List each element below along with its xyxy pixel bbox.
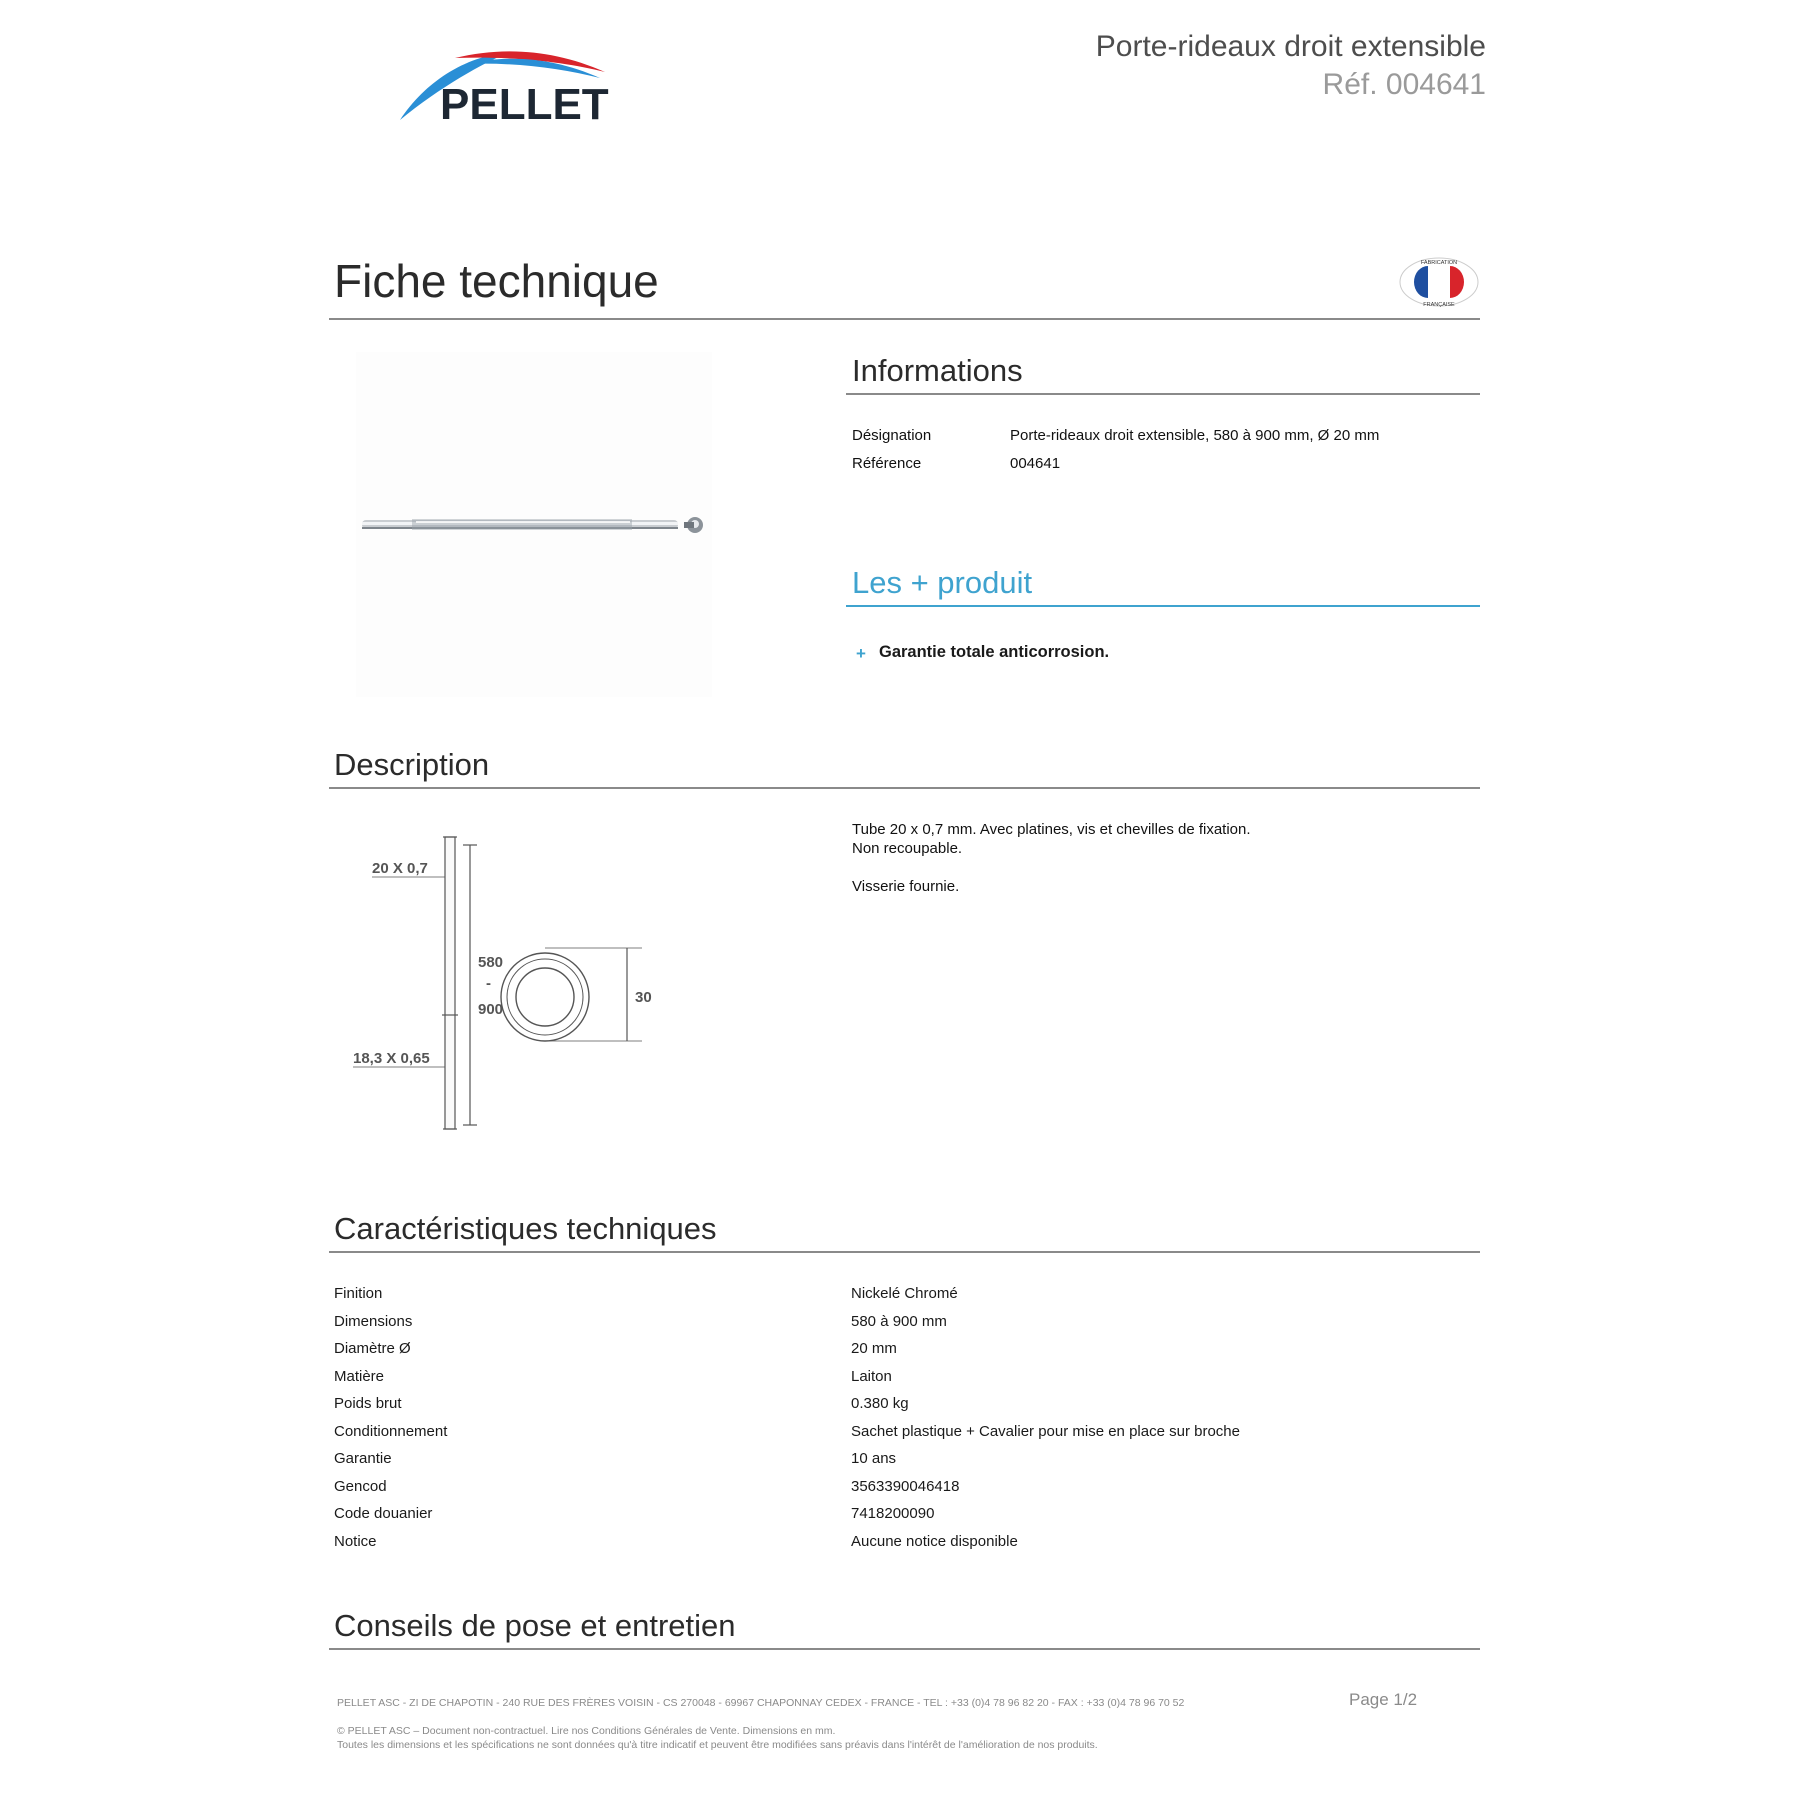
table-row — [334, 1340, 1484, 1368]
table-row — [334, 1505, 1484, 1533]
char-label: Diamètre Ø — [334, 1340, 411, 1357]
table-row — [334, 1478, 1484, 1506]
info-label-designation: Désignation — [852, 427, 932, 444]
conseils-title: Conseils de pose et entretien — [334, 1608, 736, 1643]
char-value: 3563390046418 — [851, 1477, 960, 1495]
char-label: Dimensions — [334, 1312, 413, 1330]
technical-drawing — [345, 835, 665, 1135]
plus-icon: + — [856, 644, 866, 663]
conseils-divider — [329, 1648, 1480, 1650]
char-label: Matière — [334, 1367, 385, 1385]
description-line-3: Visserie fournie. — [852, 878, 960, 895]
description-line-2: Non recoupable. — [852, 840, 963, 857]
informations-divider — [846, 393, 1480, 395]
char-label: Gencod — [334, 1477, 387, 1495]
plus-produit-divider — [846, 605, 1480, 607]
table-row — [334, 1368, 1484, 1396]
badge-bottom-text: FRANÇAISE — [1423, 302, 1455, 308]
char-label: Notice — [334, 1532, 377, 1550]
title-divider — [329, 318, 1480, 320]
char-label: Garantie — [334, 1450, 392, 1467]
tube-bottom-label: 18,3 X 0,65 — [353, 1050, 430, 1067]
table-row — [334, 1423, 1484, 1451]
caracteristiques-divider — [329, 1251, 1480, 1253]
product-photo — [356, 352, 712, 697]
info-label-reference: Référence — [852, 455, 922, 472]
info-value-designation: Porte-rideaux droit extensible, 580 à 900 mm, Ø 20 mm — [1010, 427, 1380, 444]
info-value-reference: 004641 — [1010, 455, 1061, 472]
footer-address: PELLET ASC - ZI DE CHAPOTIN - 240 RUE DES FRÈRES VOISIN - CS 270048 - 69967 CHAPONNAY CEDEX - FRANCE - TEL : +33 (0)4 78 96 82 20 - FAX : +33 (0)4 78 96 70 52 — [337, 1697, 1185, 1709]
description-divider — [329, 787, 1480, 789]
table-row — [334, 1285, 1484, 1313]
footer-copyright: © PELLET ASC – Document non-contractuel. Lire nos Conditions Générales de Vente. Dimensions en mm. — [337, 1725, 836, 1737]
char-value: Aucune notice disponible — [851, 1532, 1018, 1550]
caracteristiques-title: Caractéristiques techniques — [334, 1211, 717, 1246]
table-row — [334, 1395, 1484, 1423]
length-sep-label: - — [486, 975, 491, 992]
char-value: 7418200090 — [851, 1505, 935, 1522]
char-label: Code douanier — [334, 1505, 433, 1522]
description-line-1: Tube 20 x 0,7 mm. Avec platines, vis et chevilles de fixation. — [852, 821, 1251, 838]
table-row — [334, 1313, 1484, 1341]
tube-top-label: 20 X 0,7 — [372, 860, 428, 877]
page-number: Page 1/2 — [1349, 1690, 1418, 1709]
char-value: 20 mm — [851, 1340, 897, 1357]
char-label: Finition — [334, 1285, 383, 1302]
table-row — [334, 1533, 1484, 1561]
plus-produit-item: Garantie totale anticorrosion. — [879, 643, 1110, 661]
char-label: Conditionnement — [334, 1422, 448, 1440]
product-title: Porte-rideaux droit extensible — [1095, 30, 1486, 63]
plate-diameter-label: 30 — [635, 989, 652, 1006]
char-value: 580 à 900 mm — [851, 1312, 947, 1330]
caracteristiques-table — [334, 1285, 1484, 1570]
length-max-label: 900 — [478, 1001, 504, 1018]
char-value: 0.380 kg — [851, 1395, 909, 1412]
char-value: 10 ans — [851, 1450, 897, 1467]
main-title: Fiche technique — [334, 255, 659, 307]
char-label: Poids brut — [334, 1395, 402, 1412]
char-value: Laiton — [851, 1367, 892, 1385]
table-row — [334, 1450, 1484, 1478]
footer-disclaimer: Toutes les dimensions et les spécifications ne sont données qu'à titre indicatif et peuvent être modifiées sans préavis dans l'intérêt de l'amélioration de nos produits. — [337, 1739, 1098, 1751]
pellet-logo — [395, 42, 645, 132]
length-min-label: 580 — [478, 954, 504, 971]
badge-top-text: FABRICATION — [1420, 260, 1458, 266]
informations-title: Informations — [852, 353, 1023, 388]
description-title: Description — [334, 747, 490, 782]
char-value: Nickelé Chromé — [851, 1285, 958, 1302]
product-reference: Réf. 004641 — [1322, 68, 1486, 101]
char-value: Sachet plastique + Cavalier pour mise en place sur broche — [851, 1422, 1240, 1440]
logo-text: PELLET — [440, 80, 609, 129]
made-in-france-badge — [1398, 256, 1480, 308]
plus-produit-title: Les + produit — [852, 565, 1033, 600]
